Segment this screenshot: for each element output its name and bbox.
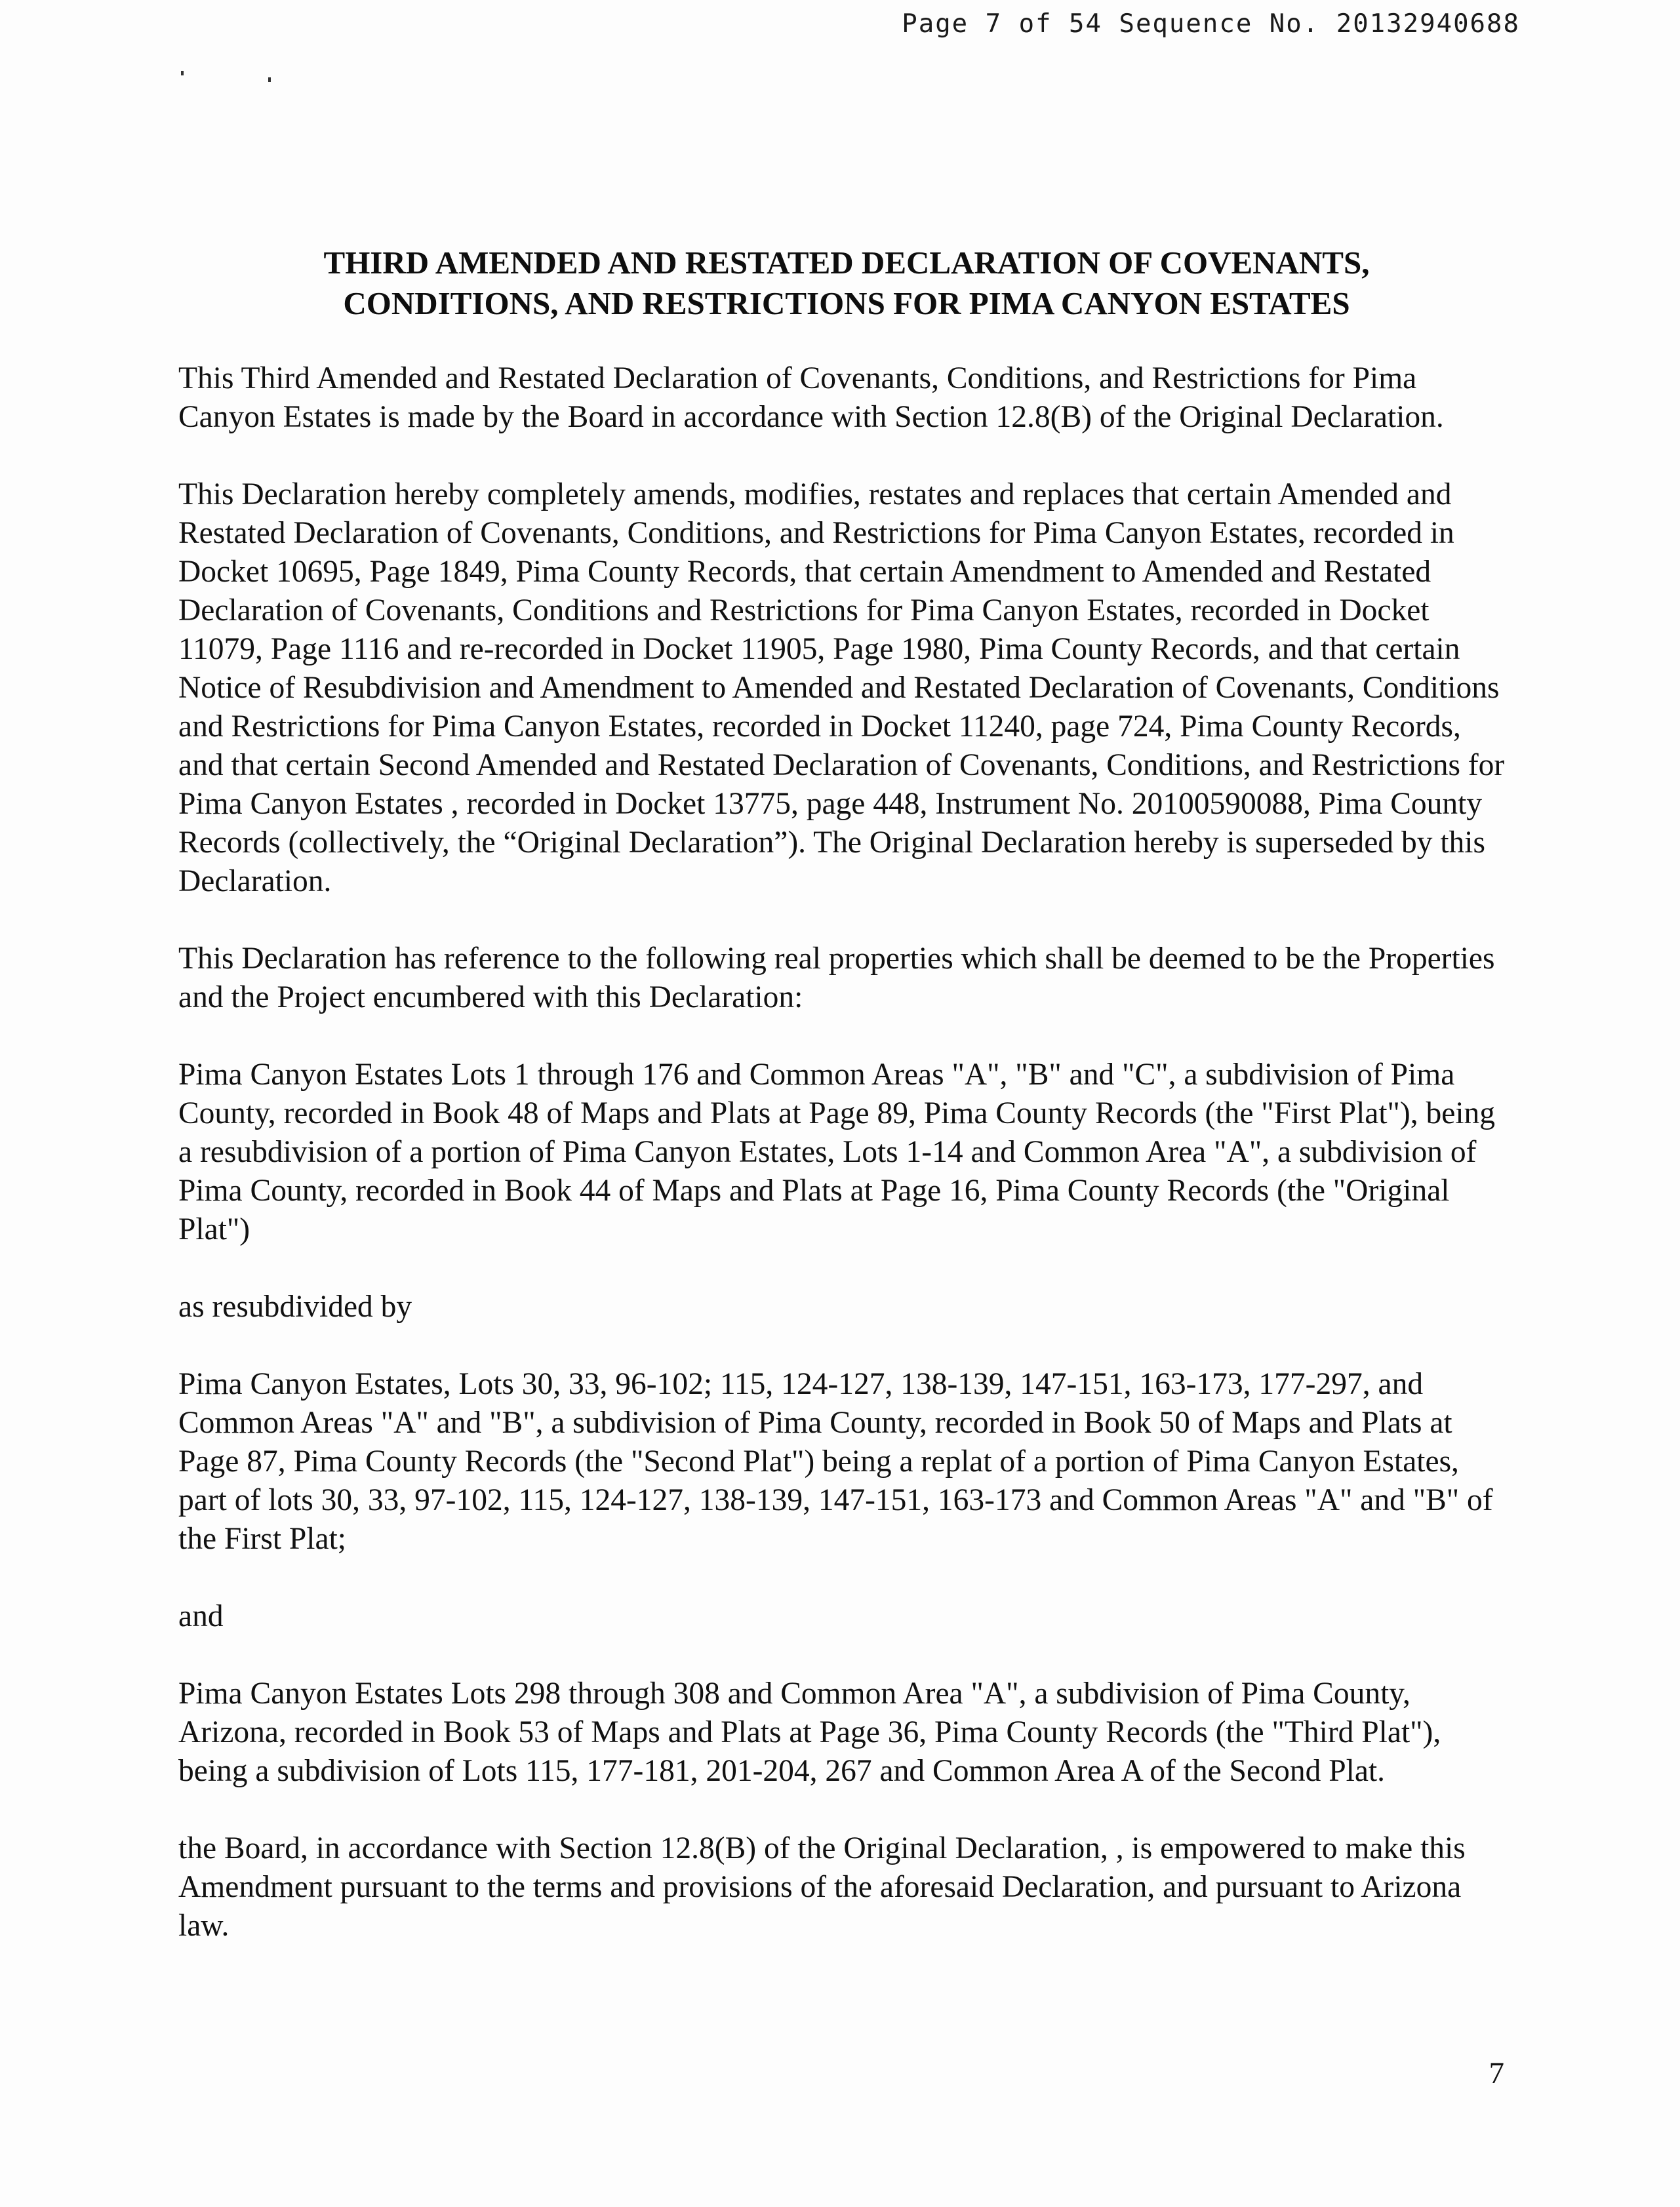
paragraph-second-plat: Pima Canyon Estates, Lots 30, 33, 96-102; 115, 124-127, 138-139, 147-151, 163-173, 177-297, and Common Areas "A" and "B", a subdivision of Pima County, recorded in Book 50 of Maps and Plats at Page 87, Pima County Records (the "Second Plat") being a replat of a portion of Pima Canyon Estates, part of lots 30, 33, 97-102, 115, 124-127, 138-139, 147-151, 163-173 and Common Areas "A" and "B" of the First Plat; — [178, 1367, 1493, 1556]
paragraph-third-plat: Pima Canyon Estates Lots 298 through 308 and Common Area "A", a subdivision of Pima County, Arizona, recorded in Book 53 of Maps and Plats at Page 36, Pima County Records (the "Third Plat"), being a subdivision of Lots 115, 177-181, 201-204, 267 and Common Area A of the Second Plat. — [178, 1677, 1441, 1788]
paragraph-and: and — [178, 1599, 224, 1633]
paragraph-board: the Board, in accordance with Section 12.8(B) of the Original Declaration, , is empowered to make this Amendment pursuant to the terms and provisions of the aforesaid Declaration, and pursuant to Arizona law. — [178, 1831, 1466, 1943]
paragraph-properties: This Declaration has reference to the following real properties which shall be deemed to be the Properties and the Project encumbered with this Declaration: — [178, 942, 1495, 1014]
title-line-1: THIRD AMENDED AND RESTATED DECLARATION OF COVENANTS, — [323, 245, 1370, 281]
title-line-2: CONDITIONS, AND RESTRICTIONS FOR PIMA CANYON ESTATES — [343, 285, 1350, 321]
scan-speck — [181, 71, 184, 75]
paragraph-first-plat: Pima Canyon Estates Lots 1 through 176 and Common Areas "A", "B" and "C", a subdivision of Pima County, recorded in Book 48 of Maps and Plats at Page 89, Pima County Records (the "First Plat"), being a resubdivision of a portion of Pima Canyon Estates, Lots 1-14 and Common Area "A", a subdivision of Pima County, recorded in Book 44 of Maps and Plats at Page 16, Pima County Records (the "Original Plat") — [178, 1058, 1496, 1246]
document-title — [181, 243, 1512, 324]
page-number: 7 — [1489, 2056, 1504, 2090]
paragraph-resubdivided: as resubdivided by — [178, 1290, 412, 1324]
scan-speck — [268, 77, 271, 82]
document-body — [178, 359, 1510, 1984]
paragraph-supersedes: This Declaration hereby completely amends, modifies, restates and replaces that certain Amended and Restated Declaration of Covenants, Conditions, and Restrictions for Pima Canyon Estates, recorded in Docket 10695, Page 1849, Pima County Records, that certain Amendment to Amended and Restated Declaration of Covenants, Conditions and Restrictions for Pima Canyon Estates, recorded in Docket 11079, Page 1116 and re-recorded in Docket 11905, Page 1980, Pima County Records, and that certain Notice of Resubdivision and Amendment to Amended and Restated Declaration of Covenants, Conditions and Restrictions for Pima Canyon Estates, recorded in Docket 11240, page 724, Pima County Records, and that certain Second Amended and Restated Declaration of Covenants, Conditions, and Restrictions for Pima Canyon Estates , recorded in Docket 13775, page 448, Instrument No. 20100590088, Pima County Records (collectively, the “Original Declaration”). The Original Declaration hereby is superseded by this Declaration. — [178, 477, 1505, 898]
paragraph-intro: This Third Amended and Restated Declaration of Covenants, Conditions, and Restrictions for Pima Canyon Estates is made by the Board in accordance with Section 12.8(B) of the Original Declaration. — [178, 361, 1444, 434]
page-header: Page 7 of 54 Sequence No. 20132940688 — [902, 9, 1520, 39]
